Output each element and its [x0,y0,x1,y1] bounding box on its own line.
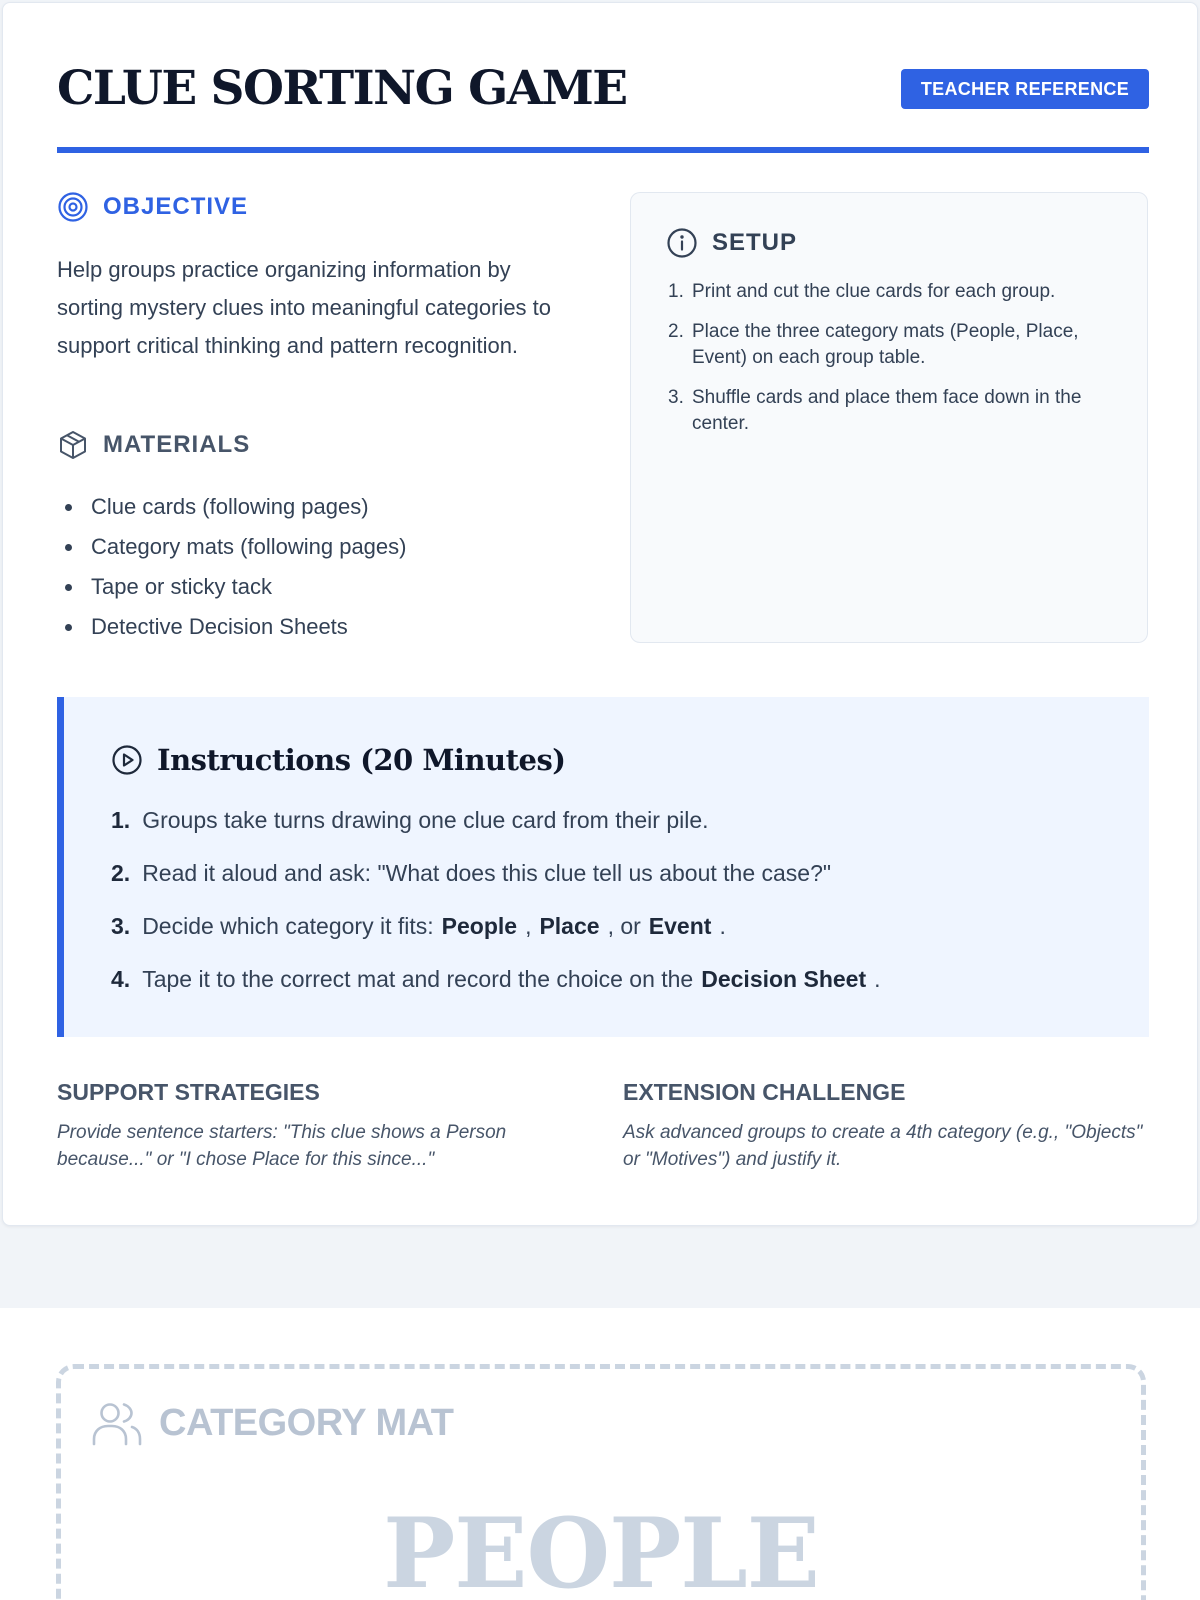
setup-step: 1. Print and cut the clue cards for each group. [668,281,1056,302]
support-title: SUPPORT STRATEGIES [57,1079,320,1105]
objective-heading [57,191,248,223]
instruction-step: 1. Groups take turns drawing one clue card from their pile. [111,807,709,833]
extension-text: Ask advanced groups to create a 4th category (e.g., "Objects" or "Motives") and justify it. [623,1122,1143,1170]
setup-step: 2. Place the three category mats (People, Place, Event) on each group table. [668,321,1079,368]
category-mat-page [0,1308,1200,1600]
setup-heading [666,227,797,259]
category-mat [56,1364,1146,1600]
info-icon [666,227,698,259]
setup-step: 3. Shuffle cards and place them face down in the center. [668,387,1082,434]
decision-sheet-label: Decision Sheet [701,966,867,992]
users-icon [91,1399,143,1447]
instructions-heading [111,743,566,777]
target-icon [57,191,89,223]
category-place: Place [539,913,600,939]
page-header [57,61,1149,153]
support-strategies [57,1075,577,1173]
materials-heading [57,429,250,461]
list-item: Clue cards (following pages) [57,487,406,527]
extension-challenge [623,1075,1143,1173]
play-circle-icon [111,744,143,776]
materials-title: MATERIALS [103,431,251,458]
instruction-steps [111,805,881,1017]
instructions-panel [57,697,1149,1037]
instruction-step: 3. Decide which category it fits: People , Place , or Event . [111,913,726,939]
objective-title: OBJECTIVE [103,193,249,220]
teacher-reference-badge: TEACHER REFERENCE [901,69,1149,109]
instructions-title: Instructions (20 Minutes) [157,743,566,777]
setup-box [630,192,1148,643]
list-item: Detective Decision Sheets [57,607,406,647]
teacher-reference-sheet [2,2,1198,1226]
category-people: People [441,913,518,939]
category-event: Event [648,913,712,939]
list-item: Category mats (following pages) [57,527,406,567]
instruction-step: 4. Tape it to the correct mat and record the choice on the Decision Sheet . [111,966,881,992]
category-mat-heading [91,1399,453,1447]
support-text: Provide sentence starters: "This clue shows a Person because..." or "I chose Place for this since..." [57,1122,507,1170]
objective-text: Help groups practice organizing information by sorting mystery clues into meaningful categories to support critical thinking and pattern recognition. [57,257,552,358]
box-icon [57,429,89,461]
category-mat-title: CATEGORY MAT [159,1401,454,1444]
category-word: PEOPLE [383,1497,819,1600]
page-title: CLUE SORTING GAME [57,61,627,116]
setup-steps [668,279,1118,451]
extension-title: EXTENSION CHALLENGE [623,1079,906,1105]
setup-title: SETUP [712,229,798,256]
materials-list [57,487,406,647]
list-item: Tape or sticky tack [57,567,406,607]
instruction-step: 2. Read it aloud and ask: "What does this clue tell us about the case?" [111,860,832,886]
